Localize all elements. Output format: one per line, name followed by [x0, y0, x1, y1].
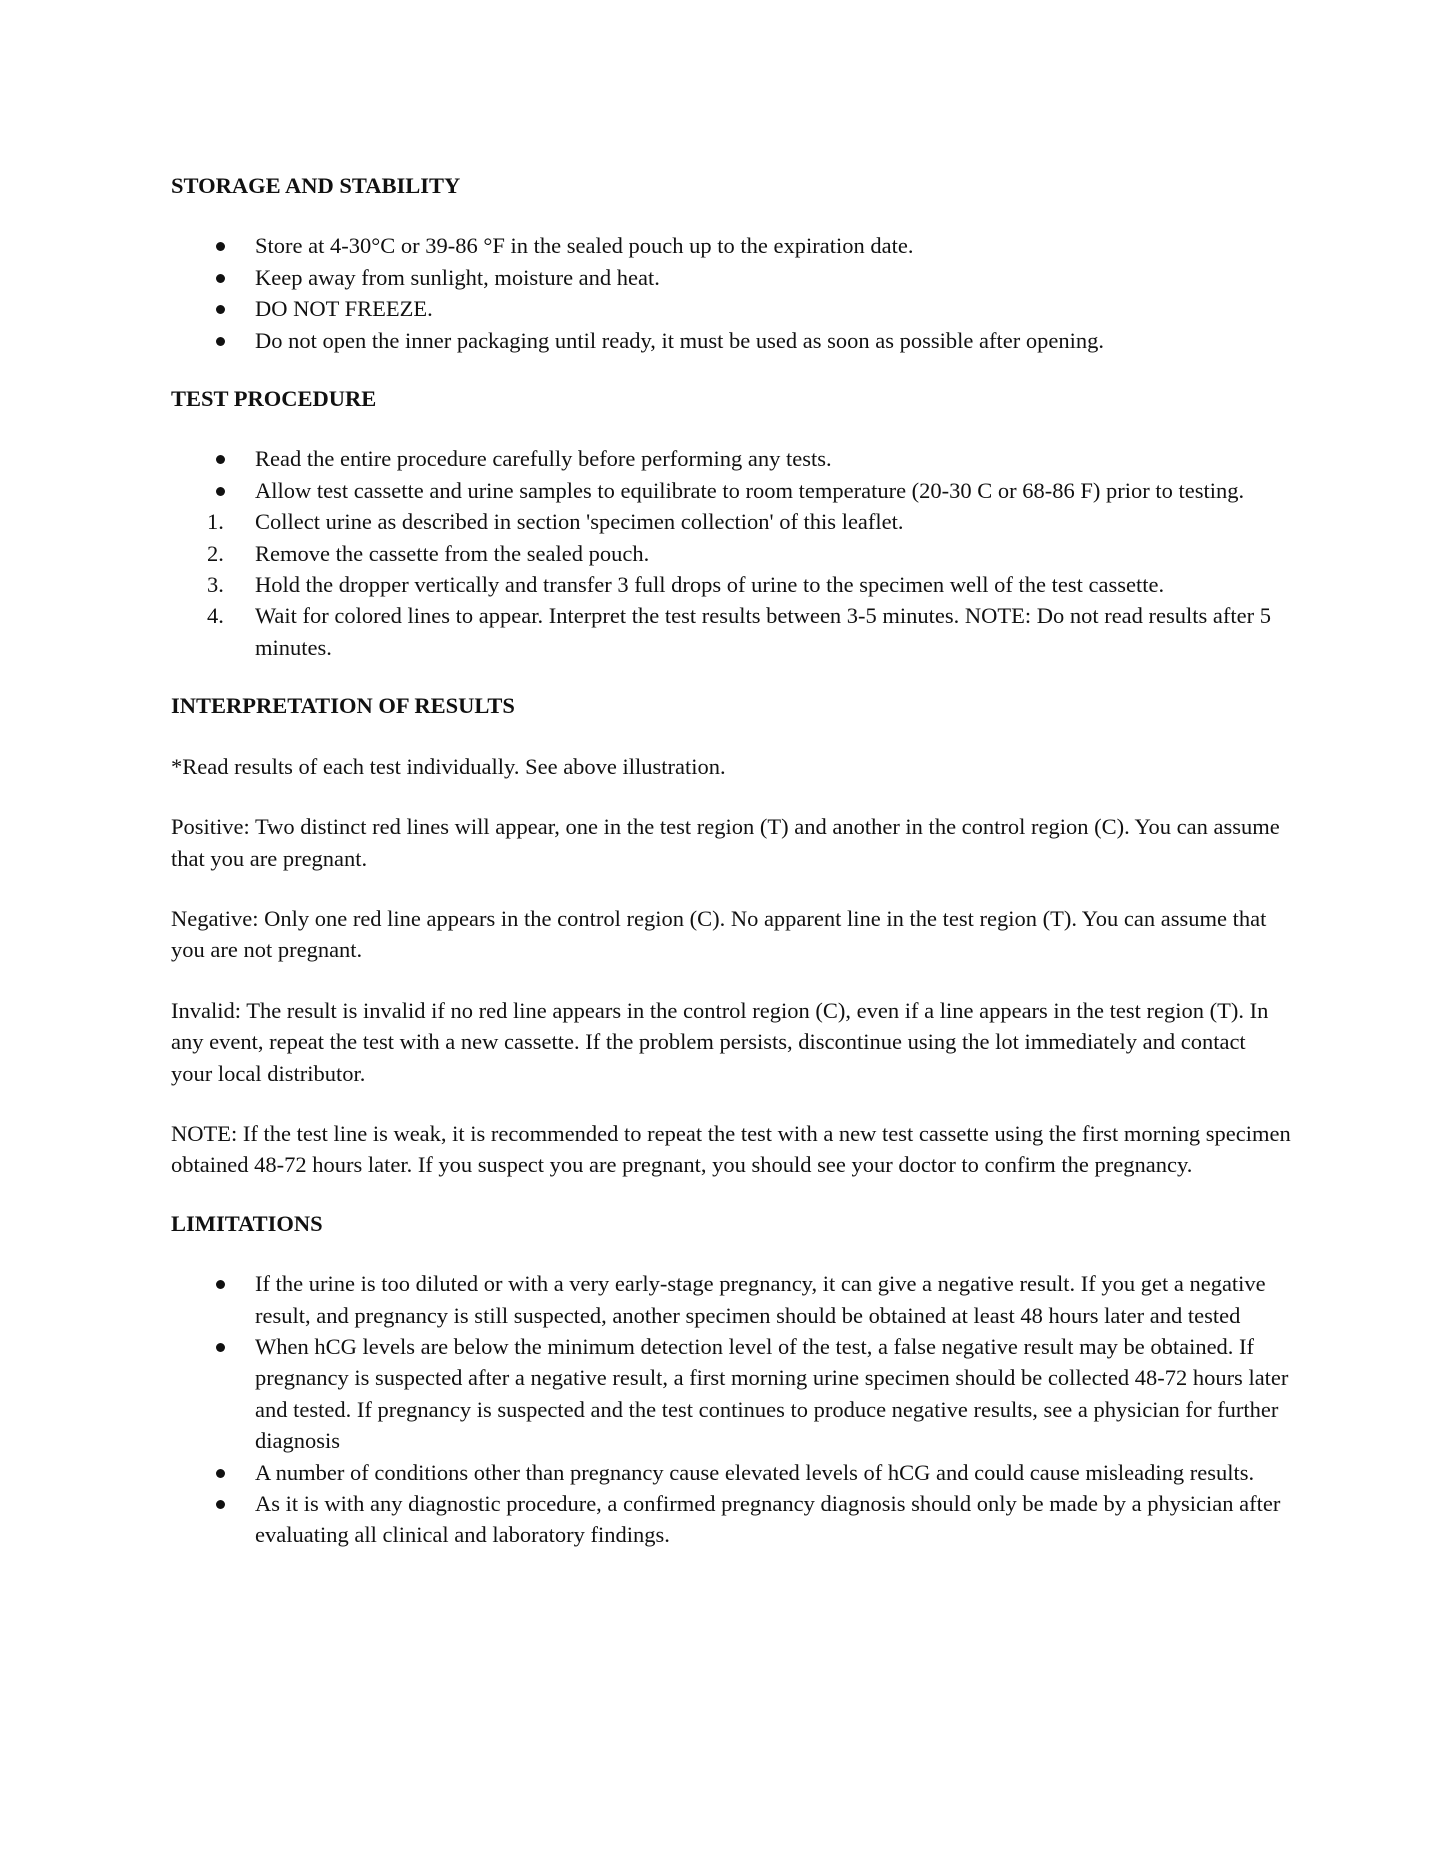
step-number: 2. [207, 540, 224, 566]
limitations-heading: LIMITATIONS [171, 1210, 323, 1236]
procedure-heading: TEST PROCEDURE [171, 386, 377, 412]
step-item [171, 506, 1291, 537]
list-item-text: Keep away from sunlight, moisture and heat. [255, 264, 660, 290]
bullet-icon [216, 487, 225, 496]
bullet-icon [216, 455, 225, 464]
step-item [171, 600, 1291, 663]
list-item-text: Read the entire procedure carefully before performing any tests. [255, 446, 832, 472]
list-item [171, 1488, 1291, 1551]
storage-heading: STORAGE AND STABILITY [171, 173, 461, 198]
interpretation-note-weak-line: NOTE: If the test line is weak, it is recommended to repeat the test with a new test cassette using the first morning specimen obtained 48-72 hours later. If you suspect you are pregnant, you should see your doctor to confirm the pregnancy. [171, 1120, 1291, 1178]
step-text: Wait for colored lines to appear. Interpret the test results between 3-5 minutes. NOTE: Do not read results after 5 minutes. [255, 603, 1271, 660]
interpretation-negative: Negative: Only one red line appears in the control region (C). No apparent line in the test region (T). You can assume that you are not pregnant. [171, 905, 1267, 963]
list-item-text: DO NOT FREEZE. [255, 296, 433, 322]
bullet-icon [216, 1500, 225, 1509]
bullet-icon [216, 337, 225, 346]
bullet-icon [216, 242, 225, 251]
list-item-text: Allow test cassette and urine samples to equilibrate to room temperature (20-30 C or 68-86 F) prior to testing. [255, 477, 1245, 503]
bullet-icon [216, 274, 225, 283]
limitations-list [171, 1268, 1291, 1551]
step-number: 4. [207, 603, 224, 629]
list-item [171, 293, 1291, 324]
list-item-text: As it is with any diagnostic procedure, a confirmed pregnancy diagnosis should only be made by a physician after evaluating all clinical and laboratory findings. [255, 1491, 1281, 1548]
step-text: Remove the cassette from the sealed pouch. [255, 540, 650, 566]
list-item [171, 1457, 1291, 1488]
step-text: Collect urine as described in section 'specimen collection' of this leaflet. [255, 509, 904, 535]
list-item-text: Store at 4-30°C or 39-86 °F in the sealed pouch up to the expiration date. [255, 233, 914, 259]
list-item [171, 230, 1291, 261]
step-text: Hold the dropper vertically and transfer 3 full drops of urine to the specimen well of the test cassette. [255, 572, 1165, 598]
list-item-text: If the urine is too diluted or with a very early-stage pregnancy, it can give a negative result. If you get a negative result, and pregnancy is still suspected, another specimen should be obtained at least 48 hours later and tested [255, 1271, 1266, 1328]
document-page [171, 170, 1291, 1551]
list-item-text: Do not open the inner packaging until ready, it must be used as soon as possible after opening. [255, 327, 1104, 353]
procedure-list [171, 443, 1291, 663]
interpretation-note: *Read results of each test individually. See above illustration. [171, 753, 726, 779]
list-item [171, 1331, 1291, 1457]
list-item [171, 325, 1291, 356]
bullet-icon [216, 305, 225, 314]
storage-list [171, 230, 1291, 356]
interpretation-heading: INTERPRETATION OF RESULTS [171, 693, 515, 719]
list-item [171, 443, 1291, 474]
step-item [171, 569, 1291, 600]
list-item [171, 262, 1291, 293]
step-number: 3. [207, 572, 224, 598]
step-number: 1. [207, 509, 224, 535]
bullet-icon [216, 1280, 225, 1289]
interpretation-invalid: Invalid: The result is invalid if no red line appears in the control region (C), even if a line appears in the test region (T). In any event, repeat the test with a new cassette. If the problem persists, discontinue using the lot immediately and contact your local distributor. [171, 997, 1269, 1086]
interpretation-positive: Positive: Two distinct red lines will appear, one in the test region (T) and another in the control region (C). You can assume that you are pregnant. [171, 814, 1280, 871]
step-item [171, 538, 1291, 569]
list-item [171, 475, 1291, 506]
list-item-text: A number of conditions other than pregnancy cause elevated levels of hCG and could cause misleading results. [255, 1459, 1255, 1485]
list-item [171, 1268, 1291, 1331]
list-item-text: When hCG levels are below the minimum detection level of the test, a false negative result may be obtained. If pregnancy is suspected after a negative result, a first morning urine specimen should be collected 48-72 hours later and tested. If pregnancy is suspected and the test continues to produce negative results, see a physician for further diagnosis [255, 1333, 1289, 1454]
bullet-icon [216, 1343, 225, 1352]
bullet-icon [216, 1469, 225, 1478]
